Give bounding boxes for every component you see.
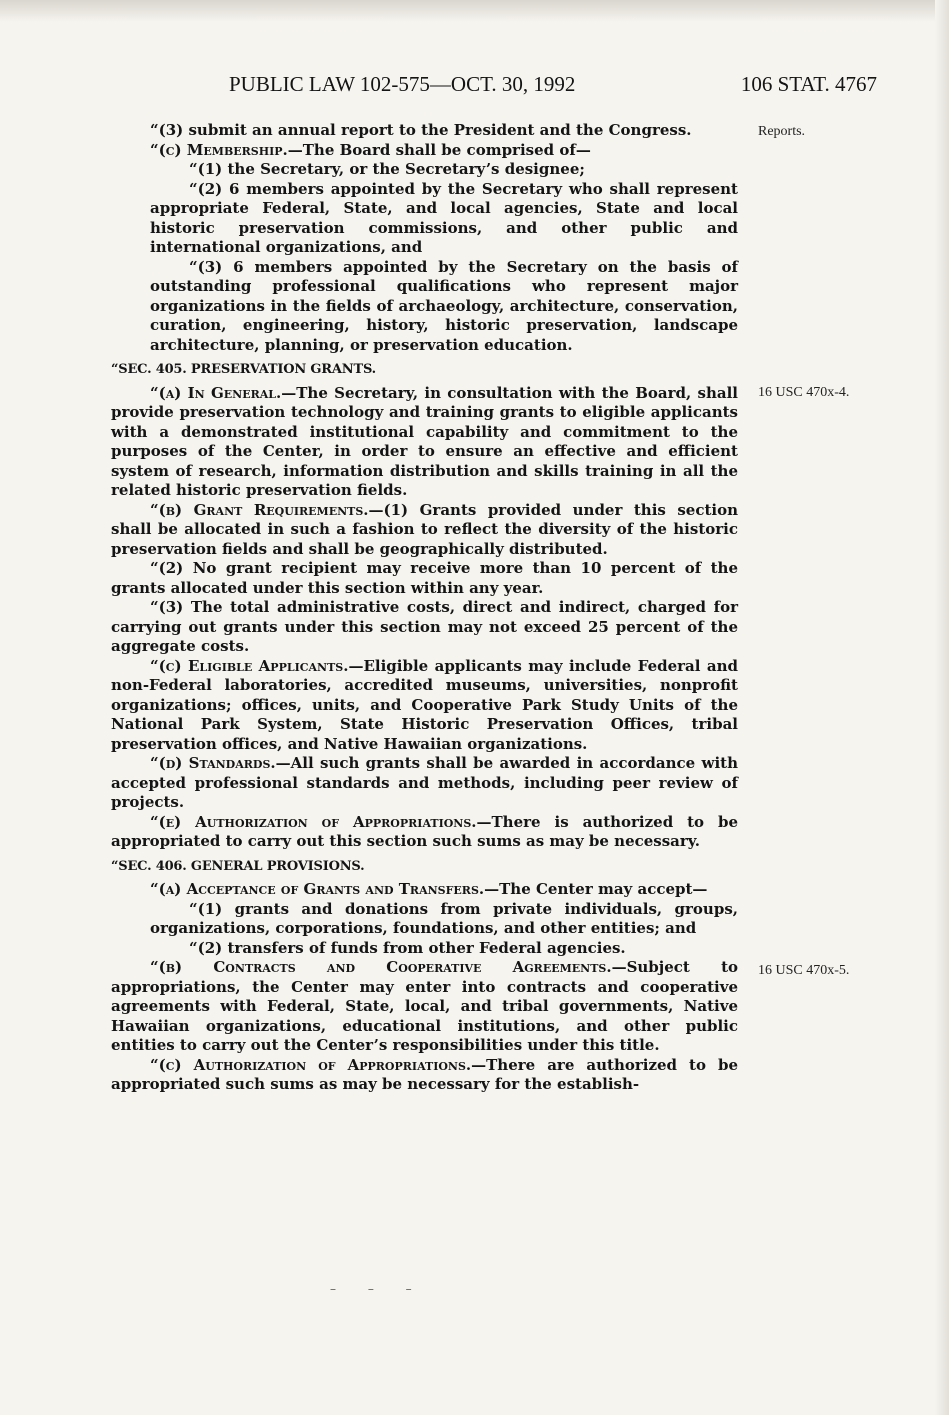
sec405-subsection-b: [111, 501, 738, 560]
sec405a-heading: “(a) In General.: [150, 383, 282, 402]
subsection-c-membership: [111, 141, 738, 161]
sec405-subsection-d: [111, 754, 738, 813]
membership-heading: “(c) Membership.: [150, 140, 288, 159]
membership-item-3: “(3) 6 members appointed by the Secretary on the basis of outstanding professional qualifications who represent major organizations in the fields of archaeology, architecture, conservation, curation, engineering, history, historic preservation, landscape architecture, planning, or preservation education.: [150, 257, 738, 354]
sec406-subsection-b: [111, 958, 738, 1056]
sec406-subsection-c: [111, 1056, 738, 1095]
sec405c-heading: “(c) Eligible Applicants.: [150, 656, 349, 675]
scan-top-edge: [0, 0, 949, 22]
sec406c-text: —There are authorized to be appropriated such sums as may be necessary for the establish-: [111, 1055, 738, 1093]
section-405-heading: “SEC. 405. PRESERVATION GRANTS.: [111, 362, 376, 377]
statute-body: [111, 121, 738, 1095]
sec405d-text: —All such grants shall be awarded in accordance with accepted professional standards and methods, including peer review of projects.: [111, 754, 738, 811]
scan-right-edge: [935, 0, 949, 1415]
sec405-b-paragraph-2: “(2) No grant recipient may receive more than 10 percent of the grants allocated under this section within any year.: [111, 559, 738, 597]
sec405a-text: —The Secretary, in consultation with the Board, shall provide preservation technology and training grants to eligible applicants with a demonstrated institutional capability and commitment to the purposes of the Center, in order to ensure an effective and efficient system of research, information distribution and skills training in all the related historic preservation fields.: [111, 383, 738, 499]
sec406b-heading: “(b) Contracts and Cooperative Agreements.: [150, 958, 612, 976]
sec406-a-paragraph-2: “(2) transfers of funds from other Federal agencies.: [189, 938, 626, 957]
sec406-a-paragraph-1: “(1) grants and donations from private individuals, groups, organizations, corporations, foundations, and other entities; and: [150, 899, 738, 937]
sec405-subsection-e: [111, 813, 738, 852]
membership-text: —The Board shall be comprised of—: [287, 140, 591, 159]
sec405-b-paragraph-3: “(3) The total administrative costs, direct and indirect, charged for carrying out grants under this section may not exceed 25 percent of the aggregate costs.: [111, 598, 738, 655]
sec405e-heading: “(e) Authorization of Appropriations.: [150, 812, 477, 831]
running-head: PUBLIC LAW 102-575—OCT. 30, 1992: [229, 72, 576, 96]
sec405-subsection-c: [111, 657, 738, 755]
stat-page-number: 106 STAT. 4767: [740, 72, 877, 96]
sec405c-text: —Eligible applicants may include Federal and non-Federal laboratories, accredited museums, universities, nonprofit organizations; offices, units, and Cooperative Park Study Units of the National Park System, State Historic Preservation Offices, tribal preservation offices, and Native Hawaiian organizations.: [111, 656, 738, 753]
item-3-annual-report: “(3) submit an annual report to the President and the Congress.: [150, 121, 692, 139]
page-header: [229, 72, 877, 100]
page-bottom-specks: – – –: [330, 1282, 426, 1296]
sec405d-heading: “(d) Standards.: [150, 754, 276, 772]
membership-item-2: “(2) 6 members appointed by the Secretary who shall represent appropriate Federal, State, and local agencies, State and local historic preservation commissions, and other public and international organizations, and: [150, 179, 738, 256]
sec406-subsection-a: [111, 880, 738, 900]
margin-note-reports: Reports.: [758, 124, 806, 139]
section-406-heading: “SEC. 406. GENERAL PROVISIONS.: [111, 858, 365, 874]
margin-note-sec405-citation: 16 USC 470x-4.: [758, 385, 850, 400]
margin-note-sec406-citation: 16 USC 470x-5.: [758, 963, 850, 978]
sec406a-heading: “(a) Acceptance of Grants and Transfers.: [150, 880, 485, 898]
sec405-subsection-a: [111, 384, 738, 501]
sec405b-heading: “(b) Grant Requirements.: [150, 500, 369, 519]
sec405e-text: —There is authorized to be appropriated to carry out this section such sums as may be necessary.: [111, 812, 738, 850]
membership-item-1: “(1) the Secretary, or the Secretary’s designee;: [189, 160, 585, 178]
sec406b-text: —Subject to appropriations, the Center may enter into contracts and cooperative agreements with Federal, State, local, and tribal governments, Native Hawaiian organizations, educational institutions, and other public entities to carry out the Center’s responsibilities under this title.: [111, 958, 739, 1054]
sec406a-text: —The Center may accept—: [484, 880, 708, 898]
sec405b-text: —(1) Grants provided under this section shall be allocated in such a fashion to reflect the diversity of the historic preservation fields and shall be geographically distributed.: [111, 500, 738, 558]
sec406c-heading: “(c) Authorization of Appropriations.: [150, 1055, 472, 1074]
